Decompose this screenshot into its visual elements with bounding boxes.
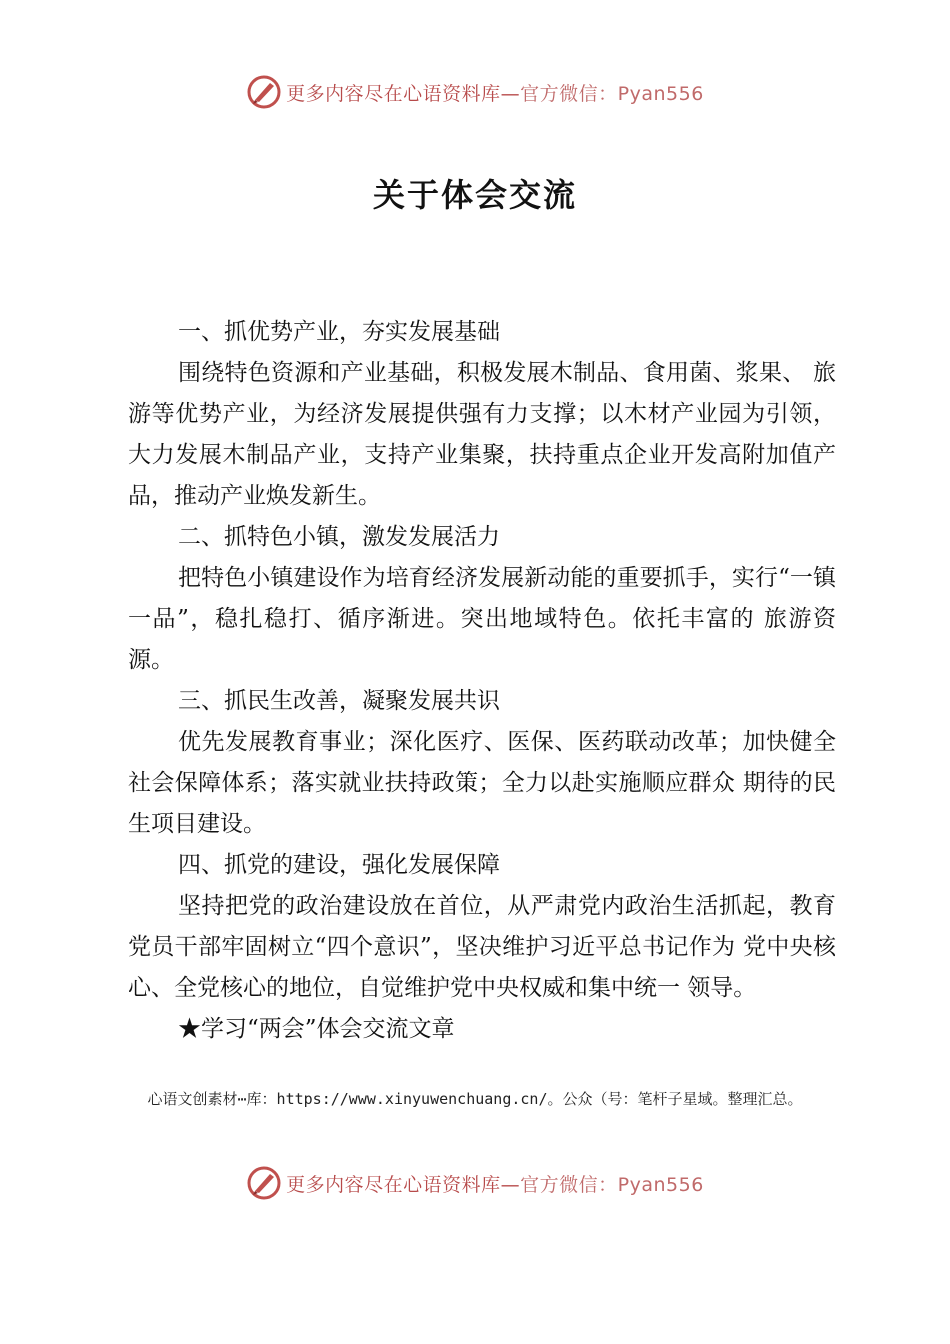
section-paragraph: 优先发展教育事业；深化医疗、医保、医药联动改革；加快健全社会保障体系；落实就业扶持政策；全力以赴实施顺应群众 期待的民生项目建设。 [128, 729, 836, 837]
quill-logo-icon [246, 1165, 282, 1201]
top-banner [0, 72, 950, 112]
source-footer-note: 心语文创素材⋯库：https://www.xinyuwenchuang.cn/。公众（号：笔杆子星域。整理汇总。 [147, 1090, 803, 1108]
document-title: 关于体会交流 [372, 176, 577, 214]
section-paragraph: 把特色小镇建设作为培育经济发展新动能的重要抓手，实行“一镇一品”，稳扎稳打、循序渐进。突出地域特色。依托丰富的 旅游资源。 [128, 565, 836, 673]
section-paragraph: 围绕特色资源和产业基础，积极发展木制品、食用菌、浆果、 旅游等优势产业，为经济发展提供强有力支撑；以木材产业园为引领，大力发展木制品产业，支持产业集聚，扶持重点企业开发高附加值产品，推动产业焕发新生。 [128, 360, 836, 509]
banner-main-text: 更多内容尽在心语资料库— [286, 82, 521, 105]
document-body [128, 312, 836, 1050]
banner-text [286, 79, 704, 106]
section-heading: 三、抓民生改善，凝聚发展共识 [178, 688, 500, 714]
banner-text [286, 1170, 704, 1197]
quill-logo-icon [246, 74, 282, 110]
bottom-banner [0, 1163, 950, 1203]
section-heading: 一、抓优势产业，夯实发展基础 [178, 319, 500, 345]
section-heading: 四、抓党的建设，强化发展保障 [178, 852, 500, 878]
banner-wechat-text: 官方微信：Pyan556 [520, 1173, 704, 1196]
section-heading: 二、抓特色小镇，激发发展活力 [178, 524, 500, 550]
banner-main-text: 更多内容尽在心语资料库— [286, 1173, 521, 1196]
related-article-link[interactable]: ★学习“两会”体会交流文章 [178, 1016, 455, 1042]
banner-wechat-text: 官方微信：Pyan556 [520, 82, 704, 105]
section-paragraph: 坚持把党的政治建设放在首位，从严肃党内政治生活抓起，教育党员干部牢固树立“四个意识”，坚决维护习近平总书记作为 党中央核心、全党核心的地位，自觉维护党中央权威和集中统一 领导。 [128, 893, 836, 1001]
